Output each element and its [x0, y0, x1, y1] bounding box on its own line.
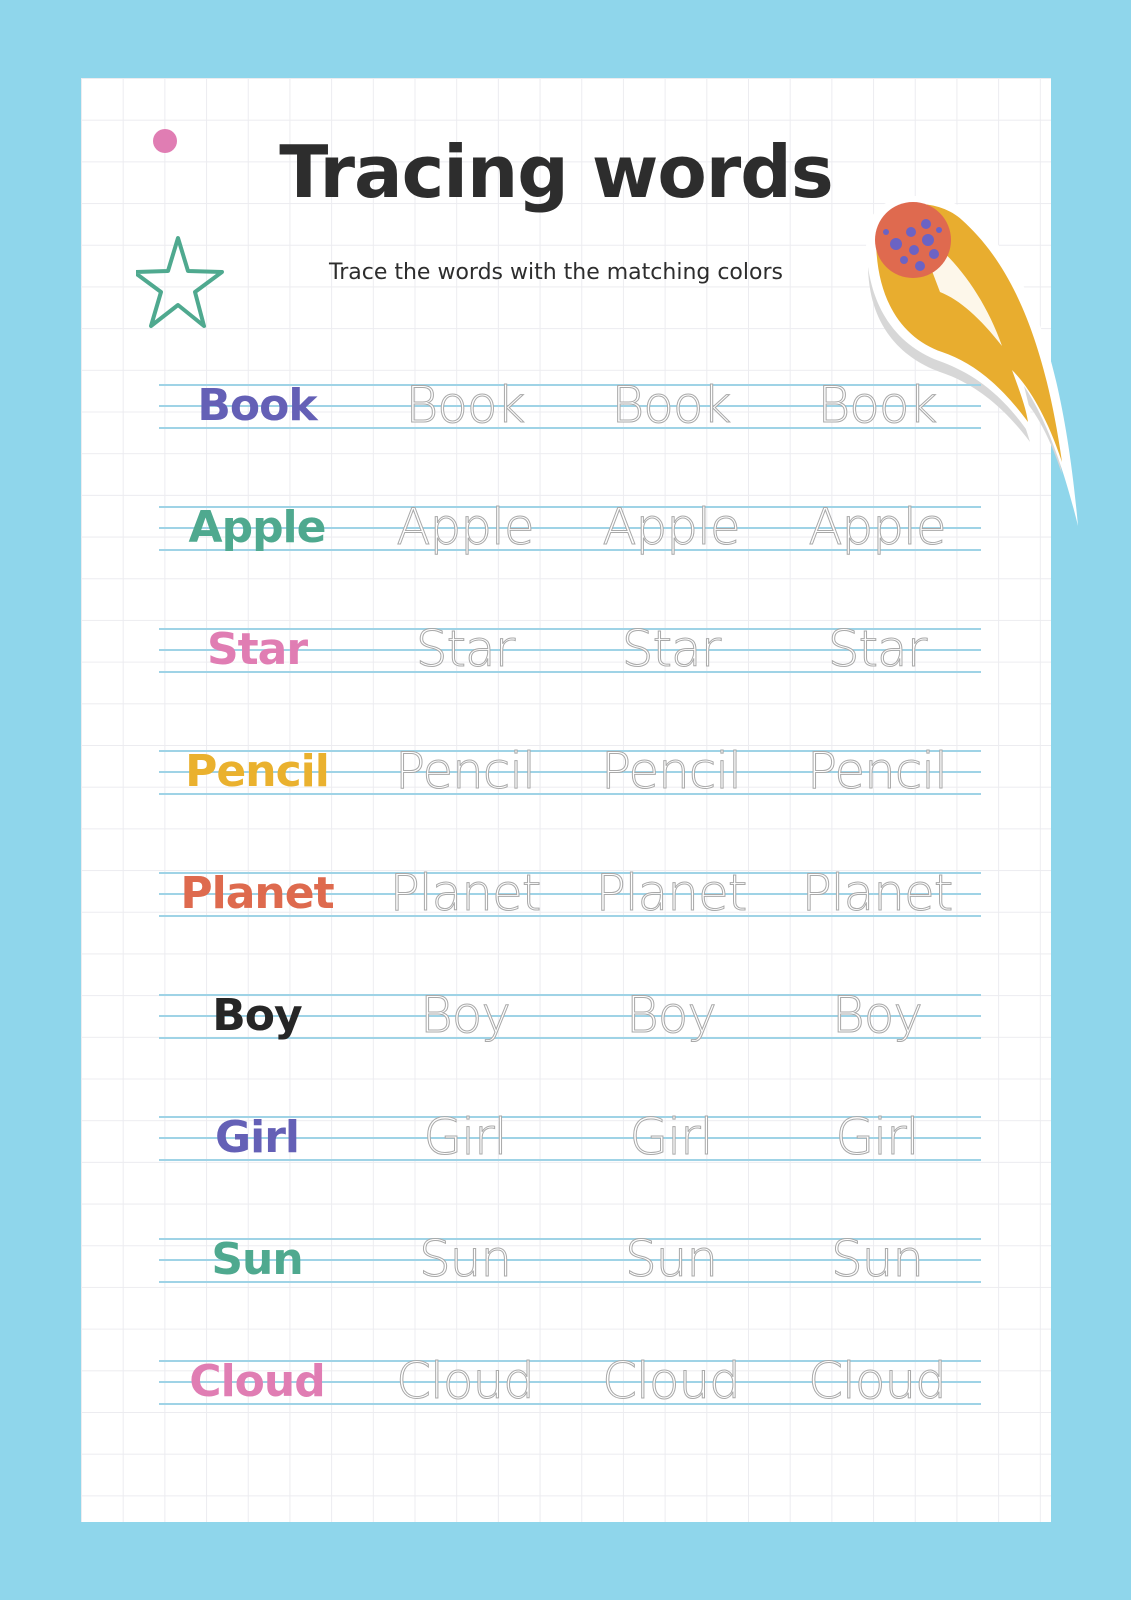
word-row-pencil — [159, 742, 981, 872]
trace-word[interactable]: Cloud — [602, 1352, 740, 1410]
model-word: Boy — [212, 990, 302, 1041]
trace-word[interactable]: Star — [621, 620, 721, 678]
model-word: Apple — [188, 502, 326, 553]
trace-word[interactable]: Planet — [801, 864, 953, 922]
trace-word[interactable]: Book — [405, 376, 525, 434]
worksheet-sheet — [81, 78, 1051, 1522]
trace-word[interactable]: Star — [827, 620, 927, 678]
page-subtitle: Trace the words with the matching colors — [329, 260, 783, 285]
word-rows — [159, 376, 981, 1482]
model-word: Star — [206, 624, 308, 675]
model-word: Pencil — [185, 746, 329, 797]
trace-word[interactable]: Planet — [595, 864, 747, 922]
trace-word[interactable]: Book — [611, 376, 731, 434]
trace-word[interactable]: Planet — [389, 864, 541, 922]
trace-word[interactable]: Pencil — [394, 742, 536, 800]
model-word: Book — [197, 380, 317, 431]
trace-word[interactable]: Apple — [808, 498, 946, 556]
trace-word[interactable]: Sun — [624, 1230, 718, 1288]
word-row-boy — [159, 986, 981, 1116]
page-title: Tracing words — [279, 130, 833, 214]
trace-word[interactable]: Apple — [602, 498, 740, 556]
trace-word[interactable]: Pencil — [806, 742, 948, 800]
trace-word[interactable]: Girl — [423, 1108, 507, 1166]
word-row-girl — [159, 1108, 981, 1238]
trace-word[interactable]: Star — [415, 620, 515, 678]
word-row-star — [159, 620, 981, 750]
model-word: Planet — [180, 868, 334, 919]
trace-word[interactable]: Boy — [626, 986, 716, 1044]
trace-word[interactable]: Sun — [830, 1230, 924, 1288]
word-row-apple — [159, 498, 981, 628]
model-word: Cloud — [189, 1356, 325, 1407]
trace-word[interactable]: Boy — [832, 986, 922, 1044]
trace-word[interactable]: Boy — [420, 986, 510, 1044]
trace-word[interactable]: Apple — [396, 498, 534, 556]
word-row-sun — [159, 1230, 981, 1360]
trace-word[interactable]: Girl — [629, 1108, 713, 1166]
trace-word[interactable]: Pencil — [600, 742, 742, 800]
word-row-book — [159, 376, 981, 506]
trace-word[interactable]: Cloud — [808, 1352, 946, 1410]
word-row-planet — [159, 864, 981, 994]
model-word: Girl — [215, 1112, 299, 1163]
word-row-cloud — [159, 1352, 981, 1482]
model-word: Sun — [211, 1234, 303, 1285]
trace-word[interactable]: Book — [817, 376, 937, 434]
trace-word[interactable]: Sun — [418, 1230, 512, 1288]
trace-word[interactable]: Cloud — [396, 1352, 534, 1410]
trace-word[interactable]: Girl — [835, 1108, 919, 1166]
